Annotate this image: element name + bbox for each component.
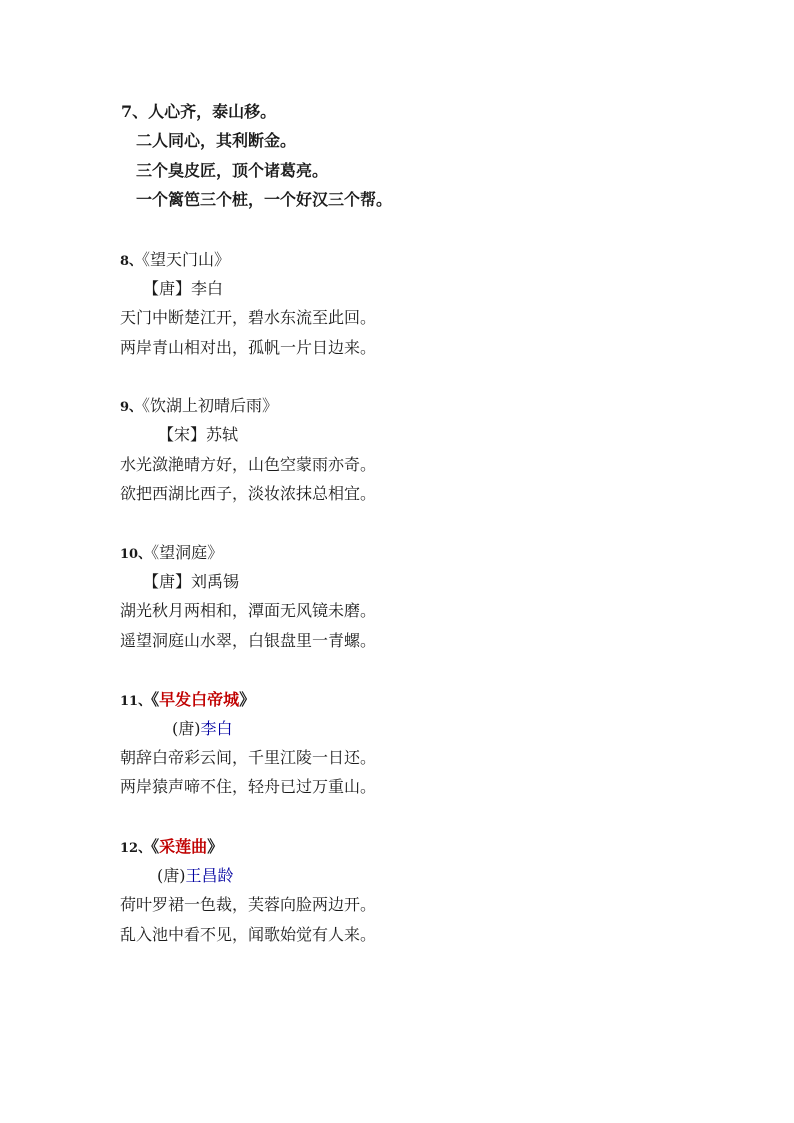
- section-8-title: 《望天门山》: [142, 250, 231, 269]
- section-11-title-open: 《: [151, 690, 160, 709]
- section-11-line-1: 朝辞白帝彩云间，千里江陵一日还。: [120, 748, 377, 767]
- section-9-line-1: 水光潋滟晴方好，山色空蒙雨亦奇。: [120, 455, 377, 474]
- section-10-line-2: 遥望洞庭山水翠，白银盘里一青螺。: [120, 631, 377, 650]
- section-10-number: 10、: [120, 547, 152, 562]
- section-9-title: 《饮湖上初晴后雨》: [142, 396, 279, 415]
- section-11-title-close: 》: [239, 690, 256, 709]
- section-7-line-1: 7、人心齐，泰山移。: [121, 102, 277, 121]
- section-7-line-4: 一个篱笆三个桩，一个好汉三个帮。: [136, 190, 393, 209]
- section-8-line-1: 天门中断楚江开，碧水东流至此回。: [120, 308, 377, 327]
- section-12-line-2: 乱入池中看不见，闻歌始觉有人来。: [120, 925, 377, 944]
- section-12-title-open: 《: [151, 837, 160, 856]
- section-8-line-2: 两岸青山相对出，孤帆一片日边来。: [120, 338, 377, 357]
- section-11-number: 11、: [120, 694, 152, 709]
- section-12-author-line: [157, 865, 234, 887]
- section-8-heading: [120, 249, 230, 273]
- section-9-author: 【宋】苏轼: [158, 425, 239, 444]
- section-11-author-line: [172, 718, 233, 740]
- section-10-heading: [120, 542, 223, 566]
- section-12-title: 采莲曲: [159, 837, 208, 856]
- section-12-number: 12、: [120, 841, 152, 856]
- section-7-line-2: 二人同心，其利断金。: [136, 131, 297, 150]
- section-9-line-2: 欲把西湖比西子，淡妆浓抹总相宜。: [120, 484, 377, 503]
- section-8-author: 【唐】李白: [143, 279, 224, 298]
- section-11-line-2: 两岸猿声啼不住，轻舟已过万重山。: [120, 777, 377, 796]
- section-8-number: 8、: [120, 254, 143, 269]
- section-10-author: 【唐】刘禹锡: [143, 572, 240, 591]
- section-7-line-3: 三个臭皮匠，顶个诸葛亮。: [136, 161, 329, 180]
- section-12-author: 王昌龄: [185, 866, 234, 885]
- section-11-dynasty: (唐): [172, 719, 201, 738]
- section-9-number: 9、: [120, 400, 143, 415]
- section-12-dynasty: (唐): [157, 866, 186, 885]
- section-12-line-1: 荷叶罗裙一色裁，芙蓉向脸两边开。: [120, 895, 377, 914]
- section-11-heading: [120, 689, 255, 713]
- section-11-author: 李白: [200, 719, 233, 738]
- section-11-title: 早发白帝城: [159, 690, 240, 709]
- section-12-title-close: 》: [207, 837, 224, 856]
- section-12-heading: [120, 836, 223, 860]
- section-10-title: 《望洞庭》: [151, 543, 224, 562]
- section-10-line-1: 湖光秋月两相和，潭面无风镜未磨。: [120, 601, 377, 620]
- section-9-heading: [120, 395, 278, 419]
